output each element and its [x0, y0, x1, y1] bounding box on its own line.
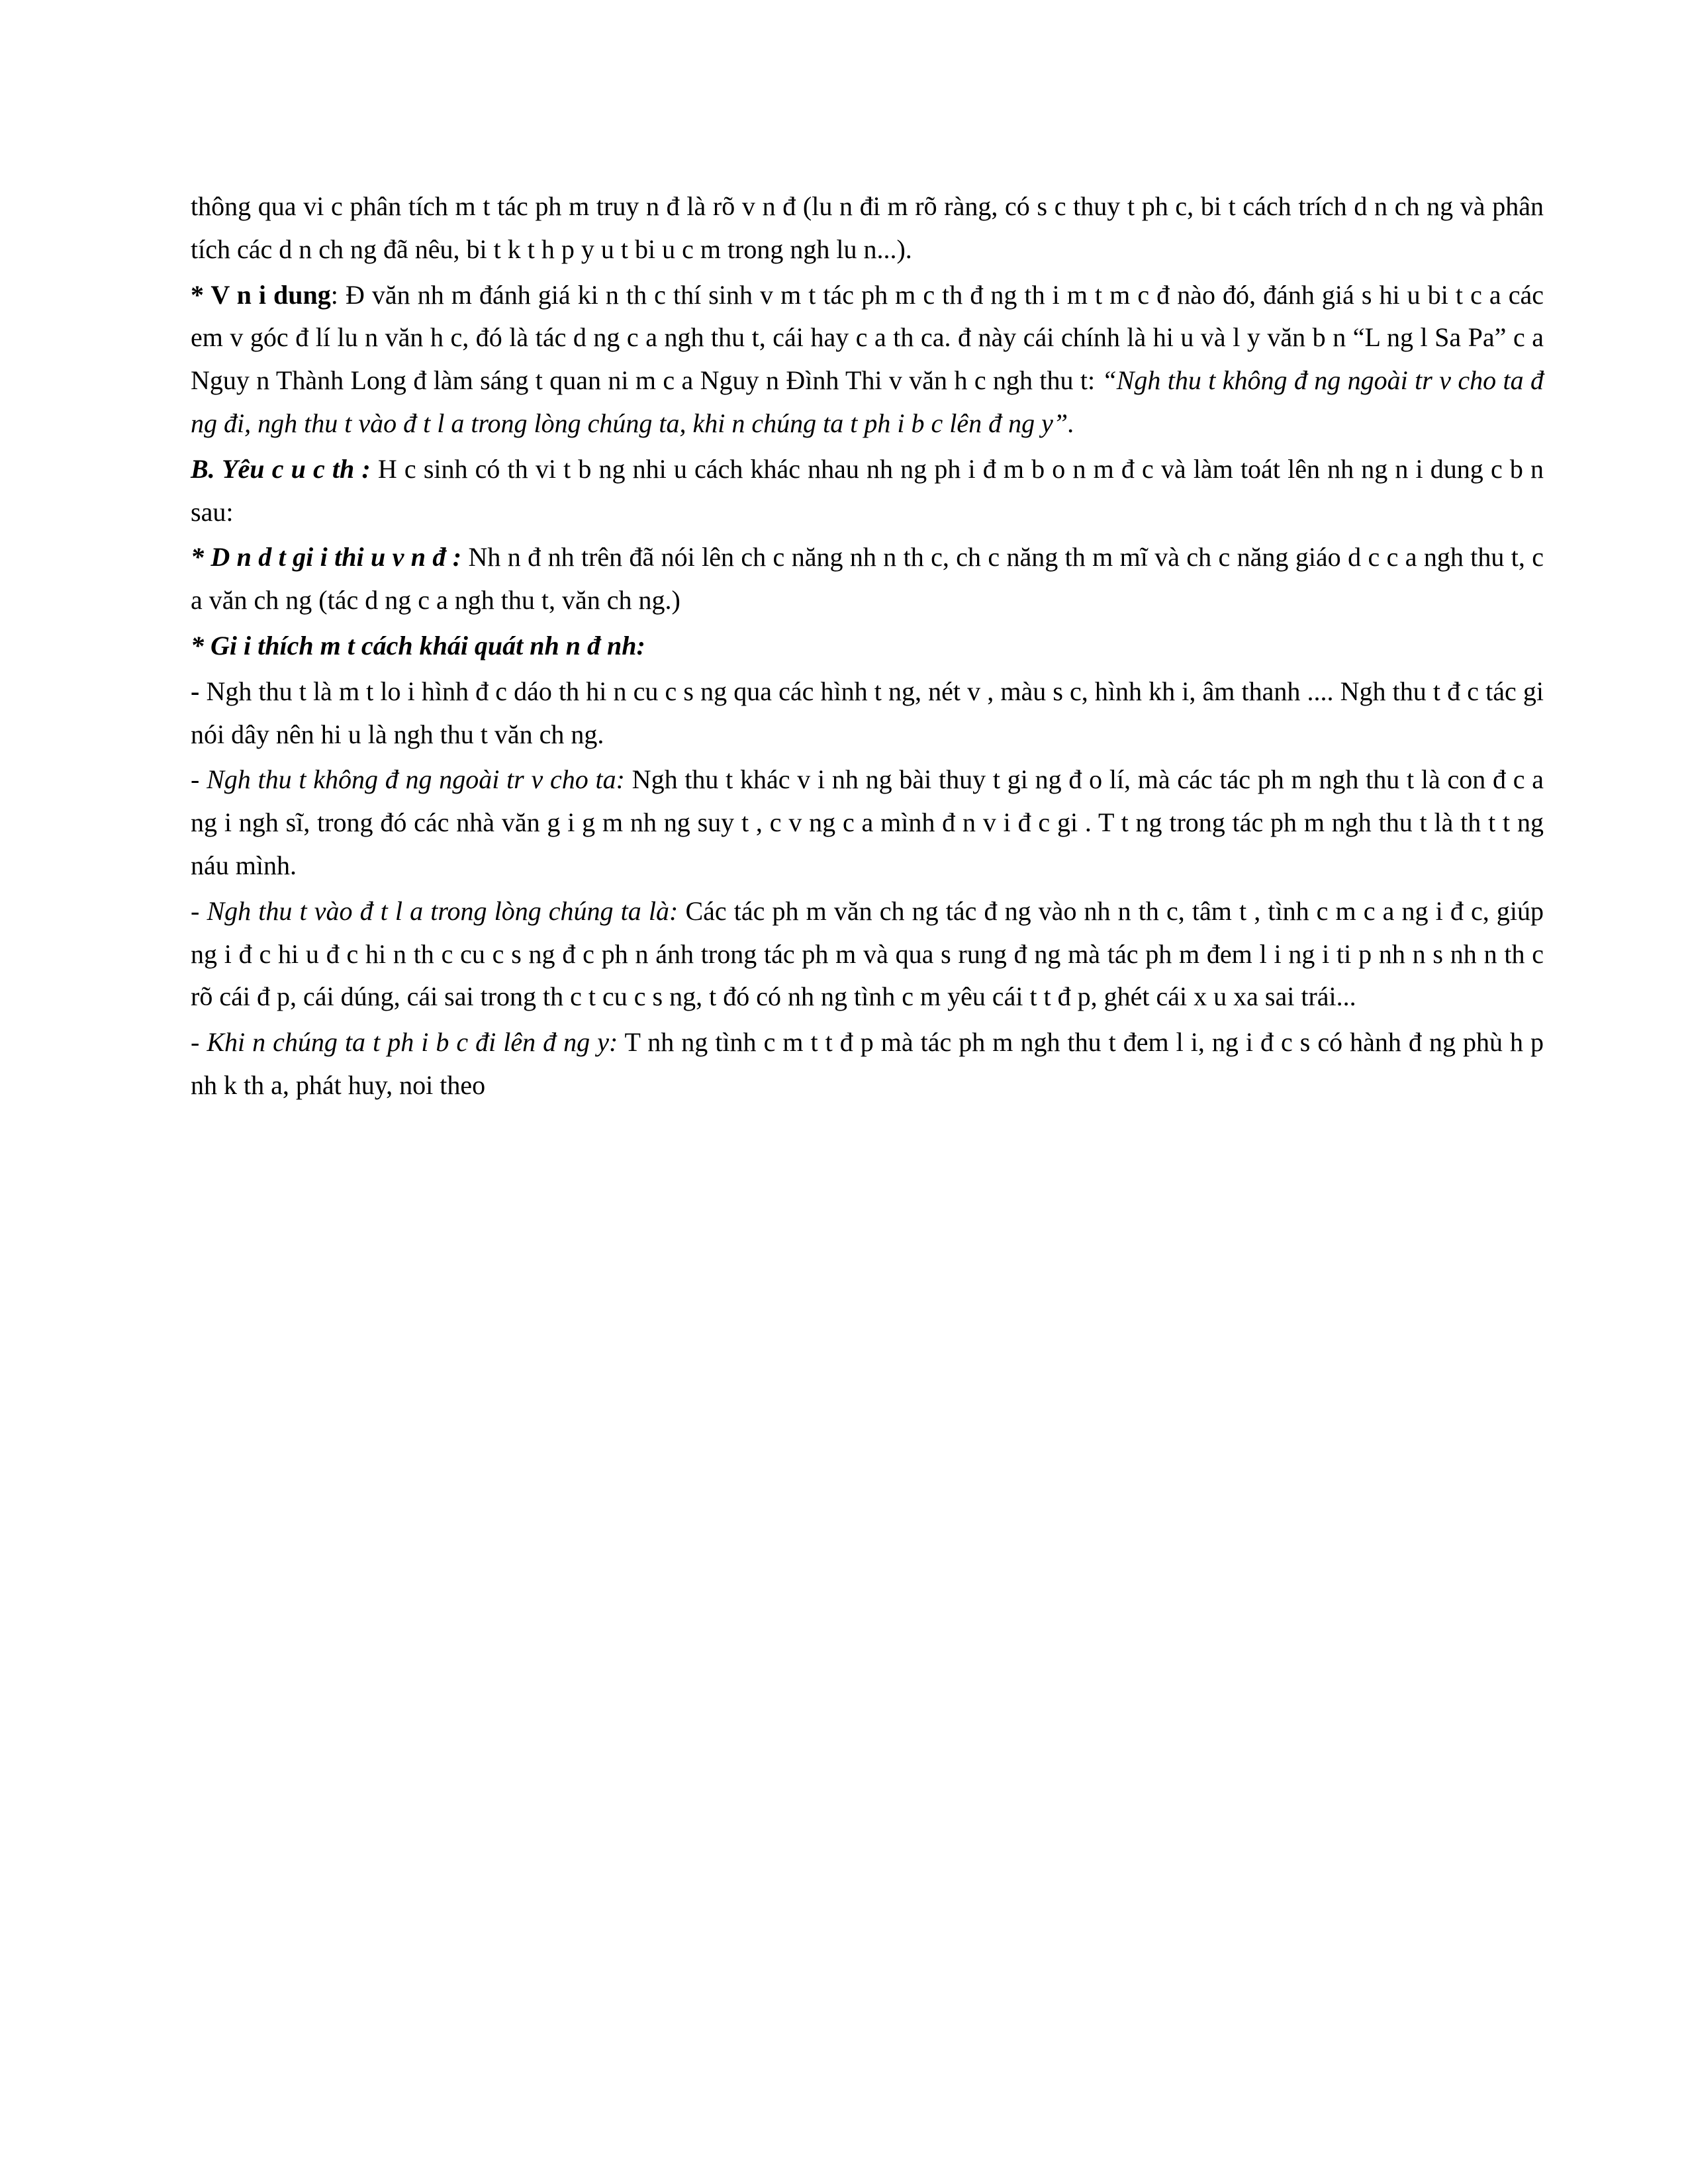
- text-run: T nh ng tình c m t t đ p mà tác ph m ngh thu t đem l i, ng i đ c s có hành đ ng phù h p nh k th a, phát huy, noi theo: [191, 1027, 1544, 1100]
- paragraph-khien-chung-ta-tu-phai-buoc-di: [191, 1021, 1544, 1107]
- text-run: Ngh thu t là m t lo i hình đ c dáo th hi n cu c s ng qua các hình t ng, nét v , màu s c, hình kh i, âm thanh .... Ngh thu t đ c tác gi nói dây nên hi u là ngh thu t văn ch ng.: [191, 676, 1544, 749]
- bullet-dash: -: [191, 676, 200, 706]
- paragraph-ve-noi-dung: [191, 274, 1544, 445]
- paragraph-khong-dung-ngoai: [191, 758, 1544, 887]
- lead-in-run-dot-lua: - Ngh thu t vào đ t l a trong lòng chúng ta là:: [191, 895, 679, 926]
- text-run: Ngh thu t khác v i nh ng bài thuy t gi ng đ o lí, mà các tác ph m ngh thu t là con đ c a ng i ngh sĩ, trong đó các nhà văn g i g m nh ng suy t , c v ng c a mình đ n v i đ c gi . T t ng trong tác ph m ngh thu t là th t t ng náu mình.: [191, 764, 1544, 880]
- text-run: Nh n đ nh trên đã nói lên ch c năng nh n th c, ch c năng th m mĩ và ch c năng giáo d c c a ngh thu t, c a văn ch ng (tác d ng c a ngh thu t, văn ch ng.): [191, 542, 1544, 615]
- document-body: [191, 185, 1544, 1107]
- text-run: H c sinh có th vi t b ng nhi u cách khác nhau nh ng ph i đ m b o n m đ c và làm toát lên nh ng n i dung c b n sau:: [191, 453, 1544, 527]
- heading-run-ve-noi-dung: * V n i dung: [191, 279, 331, 310]
- paragraph-b-yeu-cau-cu-the: [191, 448, 1544, 534]
- text-run: thông qua vi c phân tích m t tác ph m truy n đ là rõ v n đ (lu n đi m rõ ràng, có s c thuy t ph c, bi t cách trích d n ch ng và phân tích các d n ch ng đã nêu, bi t k t h p y u t bi u c m trong ngh lu n...).: [191, 191, 1544, 264]
- text-run: : Đ văn nh m đánh giá ki n th c thí sinh v m t tác ph m c th đ ng th i m t m c đ nào đó, đánh giá s hi u bi t c a các em v góc đ lí lu n văn h c, đó là tác d ng c a ngh thu t, cái hay c a th ca. đ này cái chính là hi u và l y văn b n “L ng l Sa Pa” c a Nguy n Thành Long đ làm sáng t quan ni m c a Nguy n Đình Thi v văn h c ngh thu t:: [191, 279, 1544, 396]
- quote-run-nguyen-dinh-thi: “Ngh thu t không đ ng ngoài tr v cho ta đ ng đi, ngh thu t vào đ t l a trong lòng chúng ta, khi n chúng ta t ph i b c lên đ ng y”.: [191, 365, 1544, 438]
- paragraph-giai-thich-khai-quat: [191, 625, 1544, 668]
- heading-run-b-yeu-cau: B. Yêu c u c th :: [191, 453, 371, 484]
- lead-in-run-khien-chung-ta: - Khi n chúng ta t ph i b c đi lên đ ng y:: [191, 1027, 618, 1058]
- paragraph-dan-dat-gioi-thieu: [191, 536, 1544, 622]
- text-run: Các tác ph m văn ch ng tác đ ng vào nh n th c, tâm t , tình c m c a ng i đ c, giúp ng i đ c hi u đ c hi n th c cu c s ng đ c ph n ánh trong tác ph m và qua s rung đ ng mà tác ph m đem l i ng i ti p nh n s nh n th c rõ cái đ p, cái dúng, cái sai trong th c t cu c s ng, t đó có nh ng tình c m yêu cái t t đ p, ghét cái x u xa sai trái...: [191, 895, 1544, 1012]
- heading-run-dan-dat: * D n d t gi i thi u v n đ :: [191, 542, 462, 572]
- heading-run-giai-thich: * Gi i thích m t cách khái quát nh n đ nh:: [191, 630, 645, 660]
- paragraph-nghe-thuat-la: [191, 670, 1544, 756]
- paragraph-dot-lua-trong-long: [191, 890, 1544, 1019]
- paragraph-intro-continuation: [191, 185, 1544, 271]
- lead-in-run-khong-dung-ngoai: - Ngh thu t không đ ng ngoài tr v cho ta:: [191, 764, 625, 795]
